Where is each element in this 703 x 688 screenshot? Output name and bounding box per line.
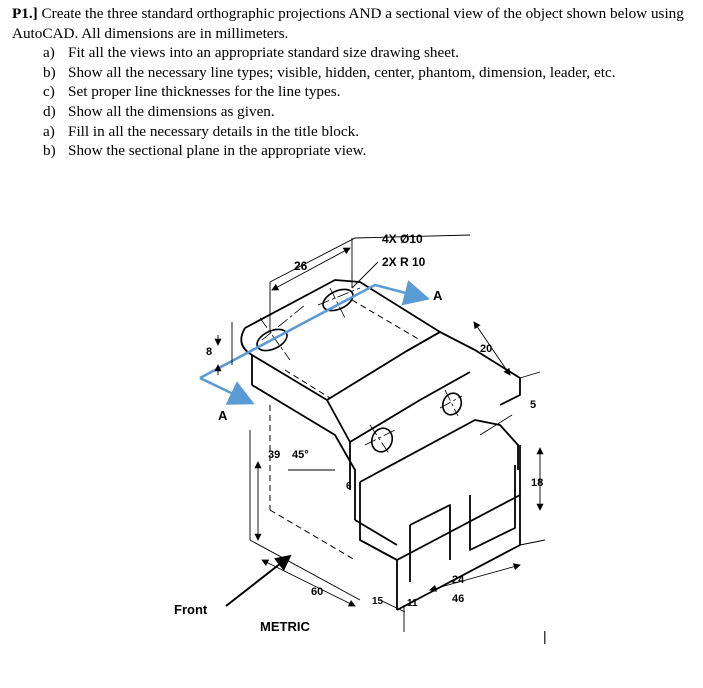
hidden-lines [270,300,420,560]
list-item-label: a) [43,122,55,140]
dim-45deg: 45° [292,449,309,461]
slot-top [410,505,450,560]
list-item-label: d) [43,102,56,120]
dim-39: 39 [268,449,281,461]
text-cursor: | [543,628,547,644]
radius-callout: 2X R 10 [382,255,426,269]
arm-inner-edge [327,400,350,490]
dim-46: 46 [452,593,465,605]
front-arrow [226,556,290,606]
dim-26: 26 [294,259,308,273]
list-item-label: a) [43,44,55,62]
section-label-left: A [218,408,228,423]
list-item-text: Fit all the views into an appropriate standard size drawing sheet. [68,44,459,62]
problem-statement-text: Create the three standard orthographic projections AND a sectional view of the object shown below using AutoCAD. All dimensions are in millimeters. [12,5,684,42]
slot-right [470,465,515,550]
dim-8: 8 [206,346,213,358]
hole-3 [368,425,395,454]
list-item-label: c) [43,83,55,101]
dim-18: 18 [531,477,544,489]
problem-number: P1.] [12,5,38,22]
list-item-text: Show all the necessary line types; visible, hidden, center, phantom, dimension, leader, etc. [68,63,616,81]
dim-60: 60 [311,586,324,598]
top-face [245,280,440,352]
right-block-front [360,482,397,610]
front-face [397,445,520,560]
list-item-label: b) [43,63,56,81]
list-item-label: b) [43,142,56,160]
list-item-text: Fill in all the necessary details in the title block. [68,122,360,140]
list-item-text: Show the sectional plane in the appropriate view. [68,142,367,160]
front-label: Front [174,602,208,617]
slope-top [327,332,475,400]
units-label: METRIC [260,619,310,634]
dim-15: 15 [372,596,384,607]
foot-bottom [360,540,397,560]
left-arm-top [241,328,327,400]
list-item-text: Set proper line thicknesses for the line types. [68,83,341,101]
center-lines [260,288,462,455]
section-label-top: A [433,288,443,303]
dim-6: 6 [346,481,352,492]
dim-11: 11 [407,598,418,609]
dim-24: 24 [452,574,465,586]
dim-5: 5 [530,399,537,411]
dim-20: 20 [480,343,493,355]
hole-callout: 4X Ø10 [382,232,423,246]
list-item-text: Show all the dimensions as given. [68,102,275,120]
